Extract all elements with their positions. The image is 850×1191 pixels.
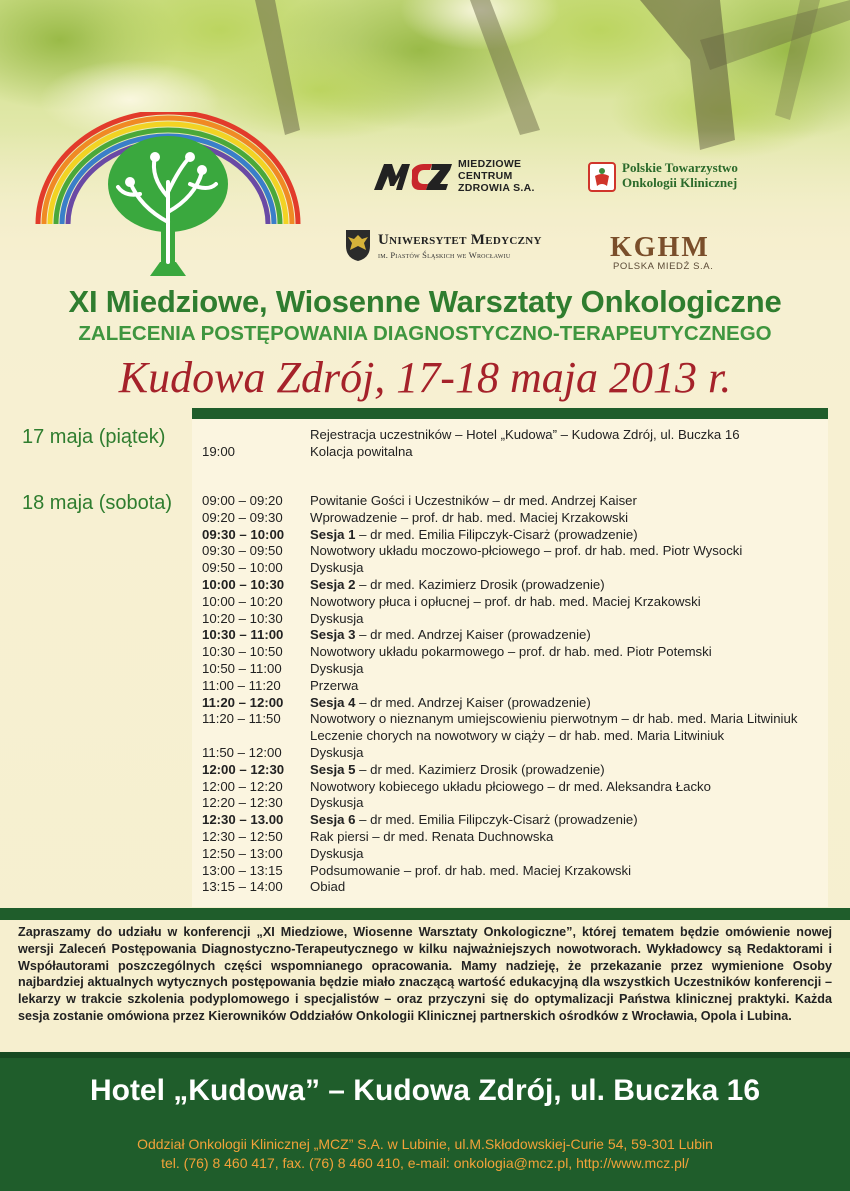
schedule-row (202, 594, 828, 611)
schedule-top-bar (192, 408, 828, 419)
session-name: Sesja 2 (310, 576, 356, 592)
schedule-row (202, 879, 828, 896)
footer-contact: tel. (76) 8 460 417, fax. (76) 8 460 410, e-mail: onkologia@mcz.pl, http://www.mcz.pl/ (161, 1155, 689, 1171)
schedule-time: 09:00 – 09:20 (202, 493, 283, 508)
schedule-row (202, 846, 828, 863)
session-chair: – dr med. Kazimierz Drosik (prowadzenie) (355, 576, 605, 592)
schedule-time: 10:00 – 10:30 (202, 576, 285, 592)
schedule-time: 11:20 – 12:00 (202, 694, 284, 710)
mcz-logo-line2: CENTRUM (458, 170, 513, 182)
schedule-row (202, 493, 828, 510)
session-name: Sesja 6 (310, 812, 356, 828)
ptok-logo-text (622, 160, 738, 190)
kghm-logo-line1: KGHM (610, 232, 710, 263)
schedule-desc: Rejestracja uczestników – Hotel „Kudowa” – Kudowa Zdrój, ul. Buczka 16 (310, 427, 740, 442)
schedule-desc: Powitanie Gości i Uczestników – dr med. Andrzej Kaiser (310, 493, 637, 508)
kghm-logo-line2: POLSKA MIEDŹ S.A. (613, 261, 714, 272)
schedule-desc: Nowotwory układu moczowo-płciowego – prof. dr hab. med. Piotr Wysocki (310, 543, 743, 559)
schedule-time: 13:00 – 13:15 (202, 862, 283, 878)
session-chair: – dr med. Andrzej Kaiser (prowadzenie) (355, 694, 591, 710)
schedule-time: 12:50 – 13:00 (202, 845, 283, 861)
schedule-desc: Rak piersi – dr med. Renata Duchnowska (310, 828, 554, 844)
session-chair: – dr med. Andrzej Kaiser (prowadzenie) (355, 627, 591, 643)
schedule-time: 10:30 – 10:50 (202, 644, 283, 660)
kghm-logo (610, 232, 760, 276)
ptok-logo (588, 160, 788, 194)
schedule-desc: Przerwa (310, 677, 359, 693)
schedule-desc: Dyskusja (310, 795, 364, 811)
schedule-row (202, 444, 828, 461)
session-chair: – dr med. Emilia Filipczyk-Cisarż (prowadzenie) (355, 812, 638, 828)
session-name: Sesja 3 (310, 627, 356, 643)
schedule-time: 10:20 – 10:30 (202, 610, 283, 626)
schedule-desc (310, 577, 605, 594)
footer-organizer-address: Oddział Onkologii Klinicznej „MCZ” S.A. w Lubinie, ul.M.Skłodowskiej-Curie 54, 59-301 Lubin (137, 1136, 713, 1152)
schedule-desc: Dyskusja (310, 610, 364, 626)
schedule-time: 13:15 – 14:00 (202, 879, 283, 895)
session-row (202, 527, 828, 544)
session-name: Sesja 1 (310, 526, 356, 542)
schedule-row (202, 611, 828, 628)
footer-rim (0, 1052, 850, 1058)
session-chair: – dr med. Emilia Filipczyk-Cisarż (prowadzenie) (355, 526, 638, 542)
rainbow-tree-logo (30, 112, 305, 282)
mcz-logo-icon (372, 162, 452, 192)
schedule-time: 09:30 – 09:50 (202, 543, 283, 559)
mcz-logo (372, 158, 552, 198)
schedule-desc: Nowotwory o nieznanym umiejscowieniu pierwotnym – dr hab. med. Maria Litwiniuk (310, 711, 798, 727)
ptok-logo-line2: Onkologii Klinicznej (622, 175, 738, 190)
schedule-desc (310, 762, 605, 779)
session-row (202, 695, 828, 712)
session-name: Sesja 5 (310, 761, 356, 777)
event-description: Zapraszamy do udziału w konferencji „XI Miedziowe, Wiosenne Warsztaty Onkologiczne”, której tematem będzie omówienie nowej wersji Zaleceń Postępowania Diagnostyczno-Terapeutycznego w kilku najważniejszych nowotworach. Wykładowcy są Redaktorami i Współautorami poszczególnych części wspomnianego opracowania. Mamy nadzieję, że przekazanie przez wymienione Osoby najbardziej aktualnych wytycznych postępowania będzie miało znaczącą wartość edukacyjną dla wszystkich Uczestników konferencji – lekarzy w trakcie szkolenia podyplomowego i specjalistów – oraz przyczyni się do optymalizacji Państwa klinicznej praktyki. Każda sesja zostanie omówiona przez Kierowników Oddziałów Onkologii Klinicznej partnerskich ośrodków z Wrocławia, Opola i Lubina. (18, 925, 832, 1023)
day-label-saturday: 18 maja (sobota) (22, 492, 173, 514)
mcz-logo-line3: ZDROWIA S.A. (458, 182, 535, 194)
schedule-time: 10:00 – 10:20 (202, 593, 283, 609)
schedule-time: 12:00 – 12:30 (202, 761, 285, 777)
schedule-time: 09:30 – 10:00 (202, 526, 285, 542)
schedule-row (202, 543, 828, 560)
schedule-desc: Dyskusja (310, 660, 364, 676)
schedule-time: 09:20 – 09:30 (202, 509, 283, 525)
schedule-row (202, 728, 828, 745)
schedule-desc: Nowotwory płuca i opłucnej – prof. dr hab. med. Maciej Krzakowski (310, 593, 701, 609)
schedule-time: 12:30 – 12:50 (202, 828, 283, 844)
schedule-desc (310, 812, 638, 829)
schedule-desc: Kolacja powitalna (310, 443, 413, 459)
schedule-desc (310, 627, 591, 644)
schedule-row (202, 795, 828, 812)
schedule-desc: Nowotwory kobiecego układu płciowego – dr med. Aleksandra Łacko (310, 778, 711, 794)
schedule-saturday (202, 493, 828, 896)
day-label-friday: 17 maja (piątek) (22, 426, 166, 448)
schedule-time: 10:30 – 11:00 (202, 627, 284, 643)
eagle-crest-icon (344, 226, 372, 262)
schedule-time: 09:50 – 10:00 (202, 560, 283, 576)
schedule-time: 19:00 (202, 443, 236, 459)
schedule-row (202, 661, 828, 678)
schedule-row (202, 745, 828, 762)
schedule-time: 12:30 – 13.00 (202, 812, 284, 828)
schedule-desc: Dyskusja (310, 744, 364, 760)
ptok-logo-line1: Polskie Towarzystwo (622, 160, 738, 175)
um-logo-line2: im. Piastów Śląskich we Wrocławiu (378, 250, 511, 260)
event-place-date: Kudowa Zdrój, 17-18 maja 2013 r. (118, 353, 732, 402)
mcz-logo-line1: MIEDZIOWE (458, 158, 522, 170)
schedule-desc (310, 527, 638, 544)
schedule-desc (310, 695, 591, 712)
schedule-desc: Dyskusja (310, 560, 364, 576)
schedule-desc: Dyskusja (310, 845, 364, 861)
footer (0, 1052, 850, 1191)
schedule-time: 12:20 – 12:30 (202, 795, 283, 811)
schedule-row (202, 863, 828, 880)
schedule-row (202, 560, 828, 577)
uniwersytet-medyczny-logo (344, 226, 574, 266)
schedule-friday (202, 427, 828, 461)
event-title: XI Miedziowe, Wiosenne Warsztaty Onkologiczne (68, 284, 782, 319)
schedule-row (202, 779, 828, 796)
schedule-row (202, 711, 828, 728)
schedule-row (202, 678, 828, 695)
schedule-desc: Nowotwory układu pokarmowego – prof. dr hab. med. Piotr Potemski (310, 644, 712, 660)
session-row (202, 627, 828, 644)
schedule-row (202, 644, 828, 661)
mcz-logo-text (458, 158, 535, 194)
schedule-time: 11:00 – 11:20 (202, 677, 281, 693)
schedule-row (202, 510, 828, 527)
schedule-time: 10:50 – 11:00 (202, 660, 282, 676)
schedule-row (202, 829, 828, 846)
schedule-desc: Obiad (310, 879, 346, 895)
schedule-desc: Wprowadzenie – prof. dr hab. med. Maciej Krzakowski (310, 509, 629, 525)
schedule-desc: Leczenie chorych na nowotwory w ciąży – dr hab. med. Maria Litwiniuk (310, 728, 725, 744)
session-row (202, 762, 828, 779)
schedule-time: 11:50 – 12:00 (202, 744, 282, 760)
schedule-desc: Podsumowanie – prof. dr hab. med. Maciej Krzakowski (310, 862, 632, 878)
footer-hotel-address: Hotel „Kudowa” – Kudowa Zdrój, ul. Buczka 16 (89, 1074, 761, 1107)
schedule-time: 12:00 – 12:20 (202, 778, 283, 794)
um-logo-line1: Uniwersytet Medyczny (378, 232, 542, 248)
event-subtitle: ZALECENIA POSTĘPOWANIA DIAGNOSTYCZNO-TERAPEUTYCZNEGO (78, 322, 772, 345)
session-row (202, 812, 828, 829)
schedule-row (202, 427, 828, 444)
description-top-bar (0, 908, 850, 920)
schedule-time: 11:20 – 11:50 (202, 711, 281, 727)
ptok-logo-icon (588, 162, 616, 192)
session-row (202, 577, 828, 594)
session-name: Sesja 4 (310, 694, 356, 710)
session-chair: – dr med. Kazimierz Drosik (prowadzenie) (355, 761, 605, 777)
